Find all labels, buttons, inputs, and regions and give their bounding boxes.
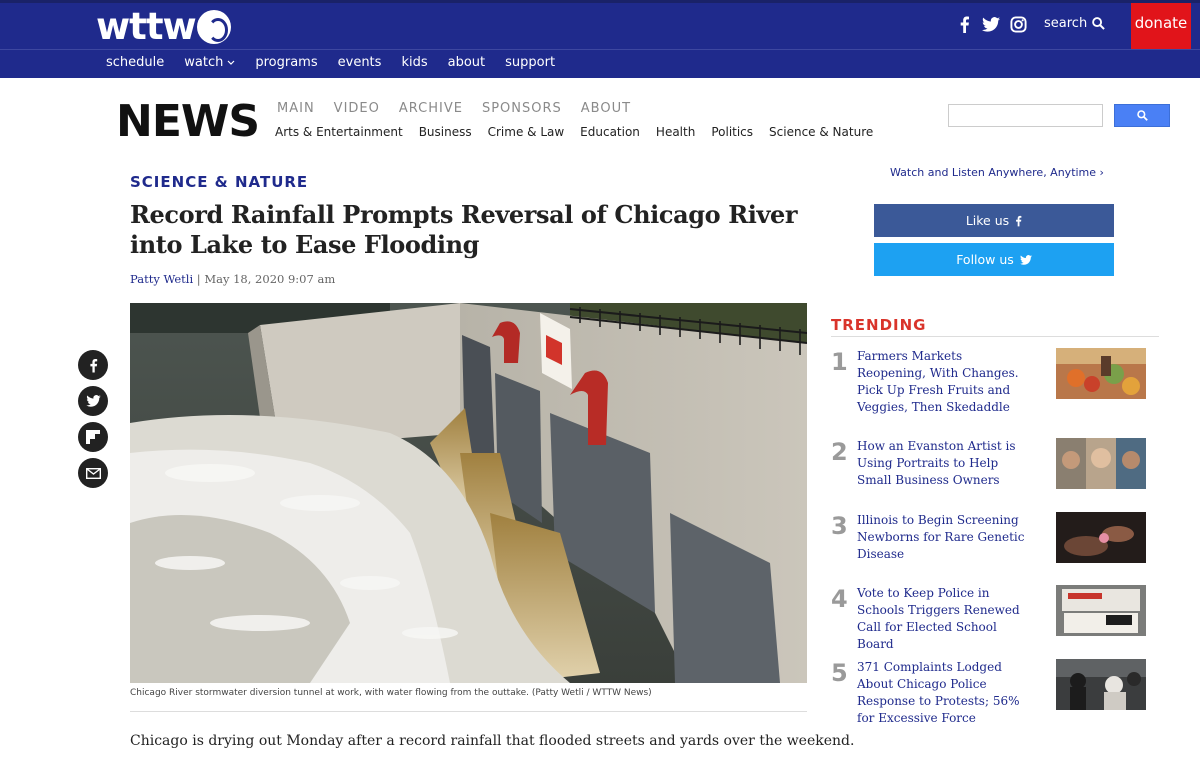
trending-headline-link[interactable]: Illinois to Begin Screening Newborns for Rare Genetic Disease [857,513,1025,561]
news-nav-main[interactable]: MAIN [277,101,315,116]
watch-listen-label: Watch and Listen Anywhere, Anytime [890,166,1097,179]
category-science-nature[interactable]: Science & Nature [769,125,874,139]
search-icon [1137,110,1148,121]
byline-separator: | [196,272,205,286]
trending-heading: TRENDING [831,316,927,334]
trending-number: 5 [831,659,848,687]
subnav-programs[interactable]: programs [255,55,318,70]
trending-thumbnail[interactable] [1056,659,1146,710]
email-share-icon[interactable] [78,458,108,488]
article-byline [130,272,335,286]
news-brand-logo[interactable]: NEWS [116,96,260,147]
trending-headline-link[interactable]: 371 Complaints Lodged About Chicago Police Response to Protests; 56% for Excessive Force [857,660,1020,725]
subnav-about[interactable]: about [447,55,486,70]
chevron-down-icon [227,60,235,66]
chevron-right-icon: › [1099,166,1104,179]
watch-listen-link[interactable] [890,166,1104,179]
category-arts[interactable]: Arts & Entertainment [275,125,403,139]
follow-label: Follow us [956,252,1014,267]
category-politics[interactable]: Politics [711,125,754,139]
logo-text: wttw [96,5,196,48]
flipboard-share-icon[interactable] [78,422,108,452]
donate-button[interactable]: donate [1131,3,1191,50]
subnav-support[interactable]: support [505,55,556,70]
trending-headline-link[interactable]: Farmers Markets Reopening, With Changes. Pick Up Fresh Fruits and Veggies, Then Skedaddle [857,349,1019,414]
news-search-input[interactable] [948,104,1103,127]
trending-number: 3 [831,512,848,540]
facebook-icon [1015,215,1022,227]
search-label: search [1044,16,1088,31]
news-nav-archive[interactable]: ARCHIVE [398,101,463,116]
author-link[interactable]: Patty Wetli [130,272,194,286]
news-category-nav [275,125,873,139]
trending-thumbnail[interactable] [1056,512,1146,563]
site-search-button[interactable] [1044,16,1105,31]
article-date: May 18, 2020 9:07 am [204,272,336,286]
caption-divider [130,711,807,712]
subnav-watch-label: watch [184,55,224,70]
twitter-icon[interactable] [982,15,1000,33]
site-subnav [0,49,1200,78]
trending-thumbnail[interactable] [1056,348,1146,399]
share-buttons [78,350,108,488]
news-nav-about[interactable]: ABOUT [580,101,632,116]
twitter-icon [1020,255,1032,265]
subnav-events[interactable]: events [337,55,382,70]
article-headline: Record Rainfall Prompts Reversal of Chicago River into Lake to Ease Flooding [130,200,798,259]
trending-number: 2 [831,438,848,466]
subnav-watch[interactable] [184,55,235,70]
trending-headline-link[interactable]: How an Evanston Artist is Using Portraits to Help Small Business Owners [857,439,1016,487]
instagram-icon[interactable] [1009,15,1027,33]
like-label: Like us [965,213,1010,228]
image-caption: Chicago River stormwater diversion tunnel at work, with water flowing from the outtake. (Patty Wetli / WTTW News) [130,688,652,698]
subnav-kids[interactable]: kids [401,55,428,70]
trending-thumbnail[interactable] [1056,438,1146,489]
wttw-logo[interactable] [96,5,231,48]
top-header [0,0,1200,49]
facebook-like-button[interactable] [874,204,1114,237]
category-health[interactable]: Health [655,125,696,139]
news-primary-nav [277,101,631,116]
news-nav-sponsors[interactable]: SPONSORS [481,101,562,116]
pbs-logo-icon [197,10,231,44]
social-links [955,15,1027,33]
trending-number: 4 [831,585,848,613]
news-nav-video[interactable]: VIDEO [333,101,380,116]
category-business[interactable]: Business [418,125,472,139]
news-search-button[interactable] [1114,104,1170,127]
subnav-schedule[interactable]: schedule [106,55,165,70]
trending-headline-link[interactable]: Vote to Keep Police in Schools Triggers Renewed Call for Elected School Board [857,586,1020,651]
twitter-share-icon[interactable] [78,386,108,416]
facebook-icon[interactable] [955,15,973,33]
trending-number: 1 [831,348,848,376]
trending-thumbnail[interactable] [1056,585,1146,636]
facebook-share-icon[interactable] [78,350,108,380]
article-section-label[interactable]: SCIENCE & NATURE [130,173,309,191]
category-education[interactable]: Education [580,125,640,139]
trending-divider [831,336,1159,337]
category-crime-law[interactable]: Crime & Law [487,125,565,139]
twitter-follow-button[interactable] [874,243,1114,276]
article-body-paragraph: Chicago is drying out Monday after a record rainfall that flooded streets and yards over the weekend. [130,733,855,749]
search-icon [1092,17,1105,30]
article-hero-image [130,303,807,683]
